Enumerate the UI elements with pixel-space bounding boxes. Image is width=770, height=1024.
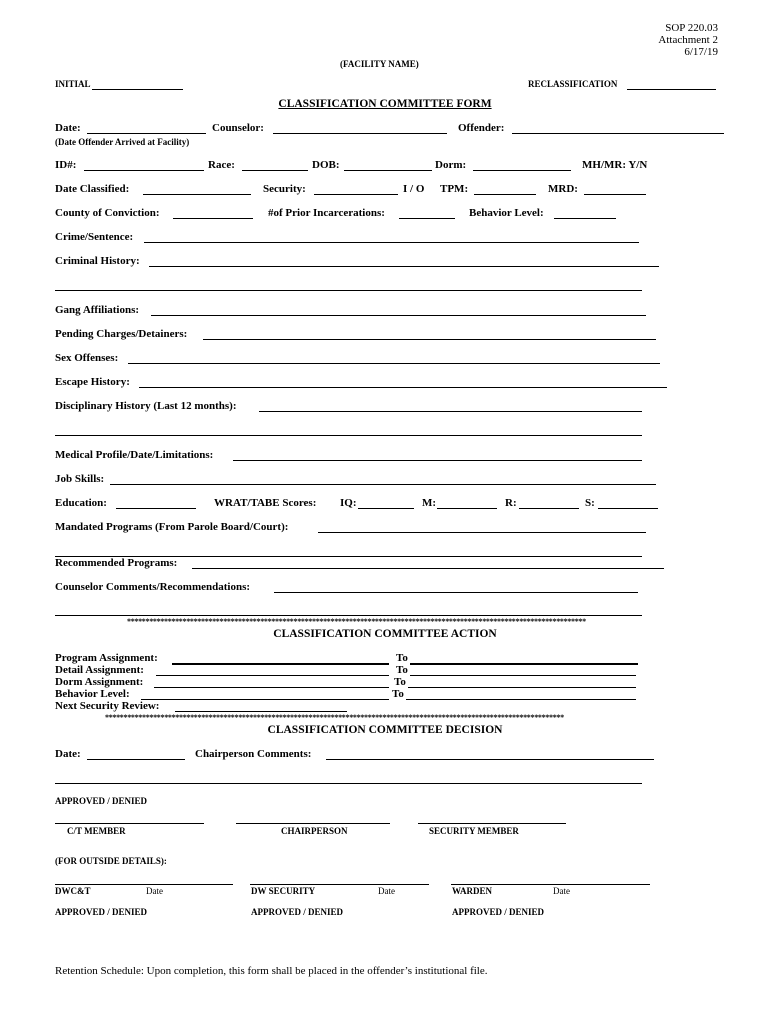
security-field[interactable] — [314, 194, 398, 195]
m-field[interactable] — [437, 508, 497, 509]
security-member-signature-line[interactable] — [418, 823, 566, 824]
detail-to-field[interactable] — [410, 675, 636, 676]
chairperson-comments-field[interactable] — [326, 759, 654, 760]
program-to-label: To — [396, 652, 408, 664]
r-label: R: — [505, 497, 517, 509]
job-skills-field[interactable] — [110, 484, 656, 485]
race-label: Race: — [208, 159, 235, 171]
next-security-review-label: Next Security Review: — [55, 700, 160, 712]
id-field[interactable] — [84, 170, 204, 171]
warden-label: WARDEN — [452, 886, 493, 896]
io-label[interactable]: I / O — [403, 183, 425, 195]
criminal-history-field[interactable] — [149, 266, 659, 267]
dorm-assignment-label: Dorm Assignment: — [55, 676, 144, 688]
prior-incarcerations-field[interactable] — [399, 218, 455, 219]
county-label: County of Conviction: — [55, 207, 160, 219]
dw-security-label: DW SECURITY — [251, 886, 316, 896]
action-behavior-level-label: Behavior Level: — [55, 688, 130, 700]
action-title: CLASSIFICATION COMMITTEE ACTION — [273, 628, 497, 640]
counselor-field[interactable] — [273, 133, 447, 134]
recommended-programs-field[interactable] — [192, 568, 664, 569]
decision-date-field[interactable] — [87, 759, 185, 760]
recommended-programs-label: Recommended Programs: — [55, 557, 178, 569]
date-field[interactable] — [87, 133, 206, 134]
iq-field[interactable] — [358, 508, 414, 509]
next-security-review-field[interactable] — [175, 711, 347, 712]
mhmr-label[interactable]: MH/MR: Y/N — [582, 159, 648, 171]
dorm-to-label: To — [394, 676, 406, 688]
header-date: 6/17/19 — [684, 46, 718, 58]
behavior-to-field[interactable] — [406, 699, 636, 700]
decision-title: CLASSIFICATION COMMITTEE DECISION — [267, 724, 503, 736]
security-label: Security: — [263, 183, 306, 195]
sex-offenses-field[interactable] — [128, 363, 660, 364]
behavior-level-field[interactable] — [554, 218, 616, 219]
mandated-programs-label: Mandated Programs (From Parole Board/Court): — [55, 521, 289, 533]
document-header — [658, 22, 718, 58]
pending-charges-label: Pending Charges/Detainers: — [55, 328, 188, 340]
education-label: Education: — [55, 497, 107, 509]
detail-to-label: To — [396, 664, 408, 676]
wrat-tabe-label: WRAT/TABE Scores: — [214, 497, 317, 509]
dorm-label: Dorm: — [435, 159, 467, 171]
crime-sentence-field[interactable] — [144, 242, 639, 243]
chairperson-label: CHAIRPERSON — [281, 826, 348, 836]
sex-offenses-label: Sex Offenses: — [55, 352, 119, 364]
initial-line[interactable] — [92, 89, 183, 90]
id-label: ID#: — [55, 159, 77, 171]
separator-stars-2: **************************************************************************************************************************** — [105, 713, 564, 722]
disciplinary-history-field[interactable] — [259, 411, 642, 412]
reclassification-line[interactable] — [627, 89, 716, 90]
disciplinary-history-label: Disciplinary History (Last 12 months): — [55, 400, 237, 412]
detail-assignment-label: Detail Assignment: — [55, 664, 144, 676]
counselor-comments-field[interactable] — [274, 592, 638, 593]
dwct-date-label: Date — [146, 886, 163, 896]
counselor-comments-line-2[interactable] — [55, 615, 642, 616]
medical-profile-label: Medical Profile/Date/Limitations: — [55, 449, 214, 461]
prior-incarcerations-label: #of Prior Incarcerations: — [268, 207, 385, 219]
dwct-label: DWC&T — [55, 886, 91, 896]
dw-security-approved-denied[interactable]: APPROVED / DENIED — [251, 907, 344, 917]
ct-member-label: C/T MEMBER — [67, 826, 126, 836]
chairperson-comments-label: Chairperson Comments: — [195, 748, 312, 760]
dorm-to-field[interactable] — [408, 687, 636, 688]
attachment-label: Attachment 2 — [658, 34, 718, 46]
behavior-level-label: Behavior Level: — [469, 207, 544, 219]
escape-history-label: Escape History: — [55, 376, 130, 388]
sop-number: SOP 220.03 — [665, 22, 718, 34]
tpm-label: TPM: — [440, 183, 469, 195]
r-field[interactable] — [519, 508, 579, 509]
security-member-label: SECURITY MEMBER — [429, 826, 519, 836]
action-behavior-level-field[interactable] — [141, 699, 389, 700]
detail-assignment-field[interactable] — [156, 675, 389, 676]
dorm-field[interactable] — [473, 170, 571, 171]
county-field[interactable] — [173, 218, 253, 219]
initial-label: INITIAL — [55, 79, 91, 89]
program-assignment-field[interactable] — [172, 663, 389, 665]
chairperson-signature-line[interactable] — [236, 823, 390, 824]
job-skills-label: Job Skills: — [55, 473, 105, 485]
dwct-approved-denied[interactable]: APPROVED / DENIED — [55, 907, 148, 917]
decision-date-label: Date: — [55, 748, 81, 760]
tpm-field[interactable] — [474, 194, 536, 195]
program-to-field[interactable] — [410, 663, 638, 665]
counselor-comments-label: Counselor Comments/Recommendations: — [55, 581, 251, 593]
chairperson-comments-line-2[interactable] — [55, 783, 642, 784]
retention-schedule: Retention Schedule: Upon completion, this form shall be placed in the offender’s institutional file. — [55, 965, 488, 977]
dw-security-date-label: Date — [378, 886, 395, 896]
m-label: M: — [422, 497, 437, 509]
date-classified-field[interactable] — [143, 194, 251, 195]
dw-security-signature-line[interactable] — [250, 884, 429, 885]
outside-details-label: (FOR OUTSIDE DETAILS): — [55, 856, 167, 866]
education-field[interactable] — [116, 508, 196, 509]
date-classified-label: Date Classified: — [55, 183, 130, 195]
dob-label: DOB: — [312, 159, 340, 171]
reclassification-label: RECLASSIFICATION — [528, 79, 618, 89]
mrd-field[interactable] — [584, 194, 646, 195]
criminal-history-line-2[interactable] — [55, 290, 642, 291]
disciplinary-history-line-2[interactable] — [55, 435, 642, 436]
ct-member-signature-line[interactable] — [55, 823, 204, 824]
mrd-label: MRD: — [548, 183, 578, 195]
offender-field[interactable] — [512, 133, 724, 134]
pending-charges-field[interactable] — [203, 339, 656, 340]
escape-history-field[interactable] — [139, 387, 667, 388]
mandated-programs-field[interactable] — [318, 532, 646, 533]
race-field[interactable] — [242, 170, 308, 171]
form-title: CLASSIFICATION COMMITTEE FORM — [278, 98, 492, 110]
iq-label: IQ: — [340, 497, 357, 509]
facility-name: (FACILITY NAME) — [340, 59, 419, 69]
criminal-history-label: Criminal History: — [55, 255, 140, 267]
warden-signature-line[interactable] — [451, 884, 650, 885]
date-note: (Date Offender Arrived at Facility) — [55, 137, 190, 147]
date-label: Date: — [55, 122, 81, 134]
s-label: S: — [585, 497, 595, 509]
warden-date-label: Date — [553, 886, 570, 896]
counselor-label: Counselor: — [212, 122, 264, 134]
behavior-to-label: To — [392, 688, 404, 700]
medical-profile-field[interactable] — [233, 460, 642, 461]
approved-denied-main[interactable]: APPROVED / DENIED — [55, 796, 148, 806]
dwct-signature-line[interactable] — [55, 884, 233, 885]
gang-affiliations-field[interactable] — [151, 315, 646, 316]
warden-approved-denied[interactable]: APPROVED / DENIED — [452, 907, 545, 917]
crime-sentence-label: Crime/Sentence: — [55, 231, 134, 243]
gang-affiliations-label: Gang Affiliations: — [55, 304, 140, 316]
dorm-assignment-field[interactable] — [154, 687, 389, 688]
dob-field[interactable] — [344, 170, 432, 171]
offender-label: Offender: — [458, 122, 505, 134]
program-assignment-label: Program Assignment: — [55, 652, 158, 664]
s-field[interactable] — [598, 508, 658, 509]
separator-stars-1: **************************************************************************************************************************** — [127, 617, 586, 626]
